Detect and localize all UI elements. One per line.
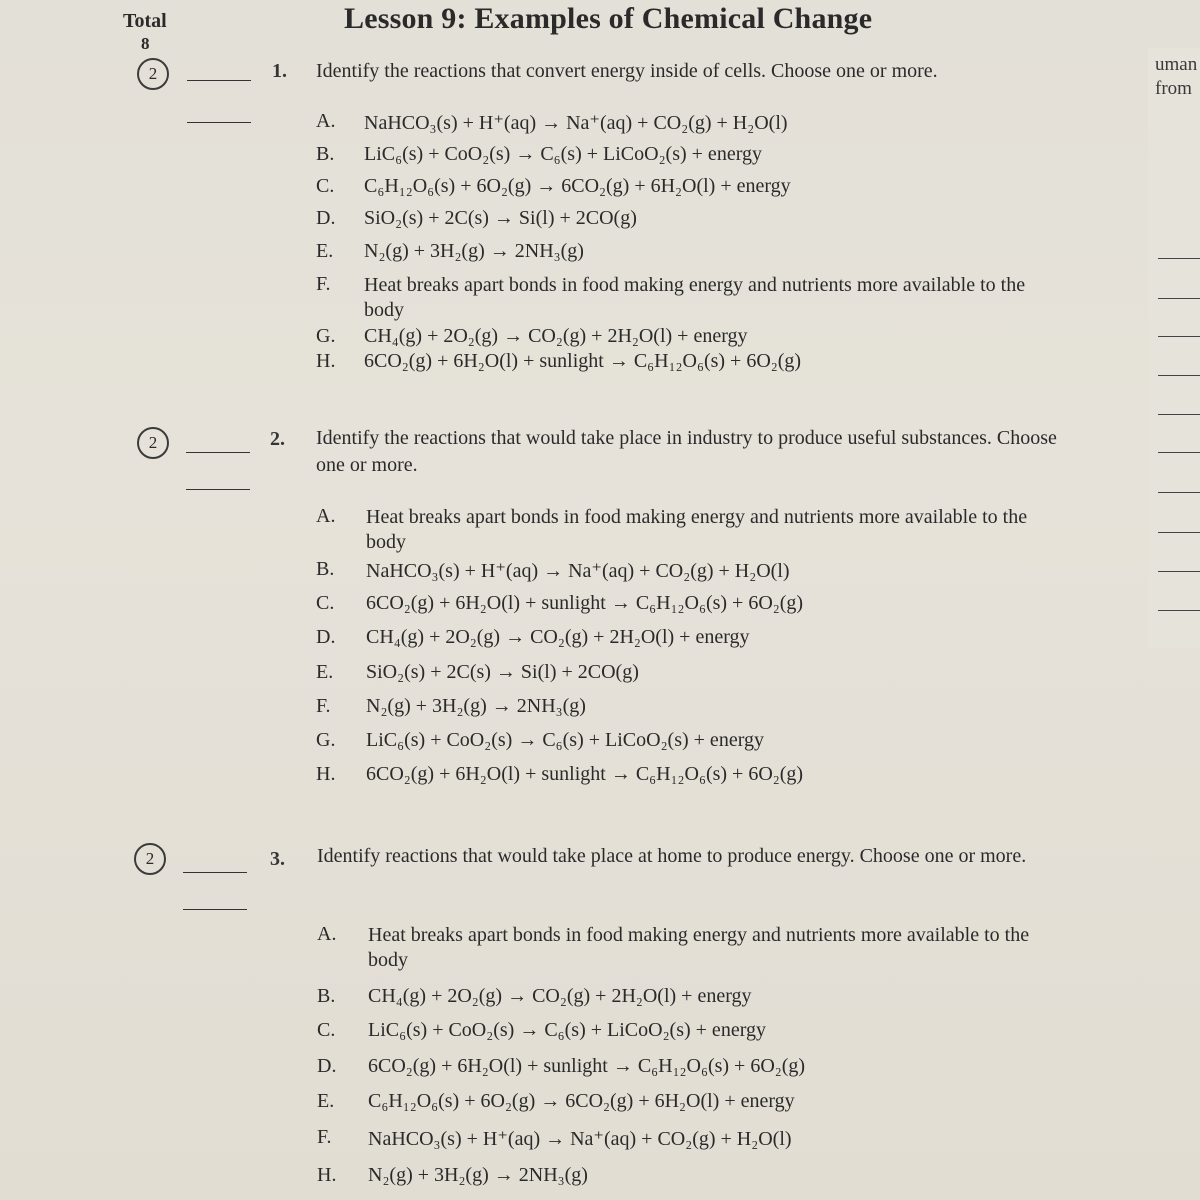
option-letter: B. <box>316 558 335 580</box>
question-prompt: Identify the reactions that would take place in industry to produce useful substances. Choose one or more. <box>316 427 1057 476</box>
option-text: 6CO₂(g) + 6H₂O(l) + sunlight → C₆H₁₂O₆(s) + 6O₂(g) <box>366 592 804 614</box>
option-letter: F. <box>316 695 331 717</box>
answer-blank[interactable] <box>186 489 250 490</box>
total-points: 8 <box>141 34 150 53</box>
score-circle: 2 <box>137 427 169 459</box>
option-text: C₆H₁₂O₆(s) + 6O₂(g) → 6CO₂(g) + 6H₂O(l) + energy <box>368 1090 795 1112</box>
adjacent-answer-line <box>1158 532 1200 533</box>
option-text: Heat breaks apart bonds in food making energy and nutrients more available to the body <box>366 506 1028 553</box>
option-text: Heat breaks apart bonds in food making energy and nutrients more available to the body <box>364 274 1026 321</box>
adjacent-answer-line <box>1158 258 1200 259</box>
option-text: N₂(g) + 3H₂(g) → 2NH₃(g) <box>366 695 586 717</box>
option-text: CH₄(g) + 2O₂(g) → CO₂(g) + 2H₂O(l) + energy <box>366 626 750 648</box>
answer-blank[interactable] <box>183 872 247 873</box>
option-letter: E. <box>316 240 334 262</box>
option-text: NaHCO₃(s) + H⁺(aq) → Na⁺(aq) + CO₂(g) + H₂O(l) <box>364 112 788 134</box>
option-letter: H. <box>316 350 336 372</box>
answer-blank[interactable] <box>187 122 251 123</box>
option-letter: B. <box>316 143 335 165</box>
option-letter: D. <box>316 626 336 648</box>
option-text: NaHCO₃(s) + H⁺(aq) → Na⁺(aq) + CO₂(g) + H₂O(l) <box>366 560 790 582</box>
option-text: Heat breaks apart bonds in food making energy and nutrients more available to the body <box>368 924 1030 971</box>
option-letter: G. <box>316 325 336 347</box>
option-text: 6CO₂(g) + 6H₂O(l) + sunlight → C₆H₁₂O₆(s) + 6O₂(g) <box>366 763 804 785</box>
option-letter: D. <box>317 1055 337 1077</box>
option-text: NaHCO₃(s) + H⁺(aq) → Na⁺(aq) + CO₂(g) + H₂O(l) <box>368 1128 792 1150</box>
option-letter: C. <box>316 175 335 197</box>
option-letter: B. <box>317 985 336 1007</box>
option-letter: E. <box>316 661 334 683</box>
total-label: Total <box>123 10 167 32</box>
option-text: 6CO₂(g) + 6H₂O(l) + sunlight → C₆H₁₂O₆(s) + 6O₂(g) <box>364 350 802 372</box>
option-text: LiC₆(s) + CoO₂(s) → C₆(s) + LiCoO₂(s) + energy <box>364 143 762 165</box>
option-text: SiO₂(s) + 2C(s) → Si(l) + 2CO(g) <box>364 207 637 229</box>
option-text: C₆H₁₂O₆(s) + 6O₂(g) → 6CO₂(g) + 6H₂O(l) + energy <box>364 175 791 197</box>
option-text: CH₄(g) + 2O₂(g) → CO₂(g) + 2H₂O(l) + energy <box>364 325 748 347</box>
option-letter: C. <box>316 592 335 614</box>
option-text: LiC₆(s) + CoO₂(s) → C₆(s) + LiCoO₂(s) + energy <box>366 729 764 751</box>
adjacent-answer-line <box>1158 492 1200 493</box>
adjacent-answer-line <box>1158 375 1200 376</box>
option-letter: H. <box>317 1164 337 1186</box>
option-letter: A. <box>317 923 337 945</box>
question-prompt: Identify the reactions that convert energy inside of cells. Choose one or more. <box>316 60 938 82</box>
option-text: CH₄(g) + 2O₂(g) → CO₂(g) + 2H₂O(l) + energy <box>368 985 752 1007</box>
option-letter: H. <box>316 763 336 785</box>
answer-blank[interactable] <box>187 80 251 81</box>
option-text: N₂(g) + 3H₂(g) → 2NH₃(g) <box>368 1164 588 1186</box>
question-number: 1. <box>272 60 287 82</box>
adjacent-page <box>1148 48 1200 648</box>
adjacent-answer-line <box>1158 452 1200 453</box>
option-letter: D. <box>316 207 336 229</box>
adjacent-page-text: uman <box>1155 54 1198 75</box>
adjacent-answer-line <box>1158 336 1200 337</box>
question-number: 3. <box>270 848 285 870</box>
question-prompt: Identify reactions that would take place at home to produce energy. Choose one or more. <box>317 845 1027 867</box>
score-circle: 2 <box>137 58 169 90</box>
option-text: N₂(g) + 3H₂(g) → 2NH₃(g) <box>364 240 584 262</box>
option-letter: C. <box>317 1019 336 1041</box>
option-text: LiC₆(s) + CoO₂(s) → C₆(s) + LiCoO₂(s) + energy <box>368 1019 766 1041</box>
score-circle: 2 <box>134 843 166 875</box>
adjacent-page-text: from <box>1155 78 1192 99</box>
option-letter: E. <box>317 1090 335 1112</box>
option-text: 6CO₂(g) + 6H₂O(l) + sunlight → C₆H₁₂O₆(s) + 6O₂(g) <box>368 1055 806 1077</box>
adjacent-answer-line <box>1158 298 1200 299</box>
adjacent-answer-line <box>1158 414 1200 415</box>
option-letter: F. <box>316 273 331 295</box>
adjacent-answer-line <box>1158 571 1200 572</box>
option-letter: A. <box>316 110 336 132</box>
option-letter: F. <box>317 1126 332 1148</box>
question-number: 2. <box>270 428 285 450</box>
answer-blank[interactable] <box>183 909 247 910</box>
page-title: Lesson 9: Examples of Chemical Change <box>344 2 873 35</box>
option-letter: A. <box>316 505 336 527</box>
option-text: SiO₂(s) + 2C(s) → Si(l) + 2CO(g) <box>366 661 639 683</box>
option-letter: G. <box>316 729 336 751</box>
answer-blank[interactable] <box>186 452 250 453</box>
adjacent-answer-line <box>1158 610 1200 611</box>
